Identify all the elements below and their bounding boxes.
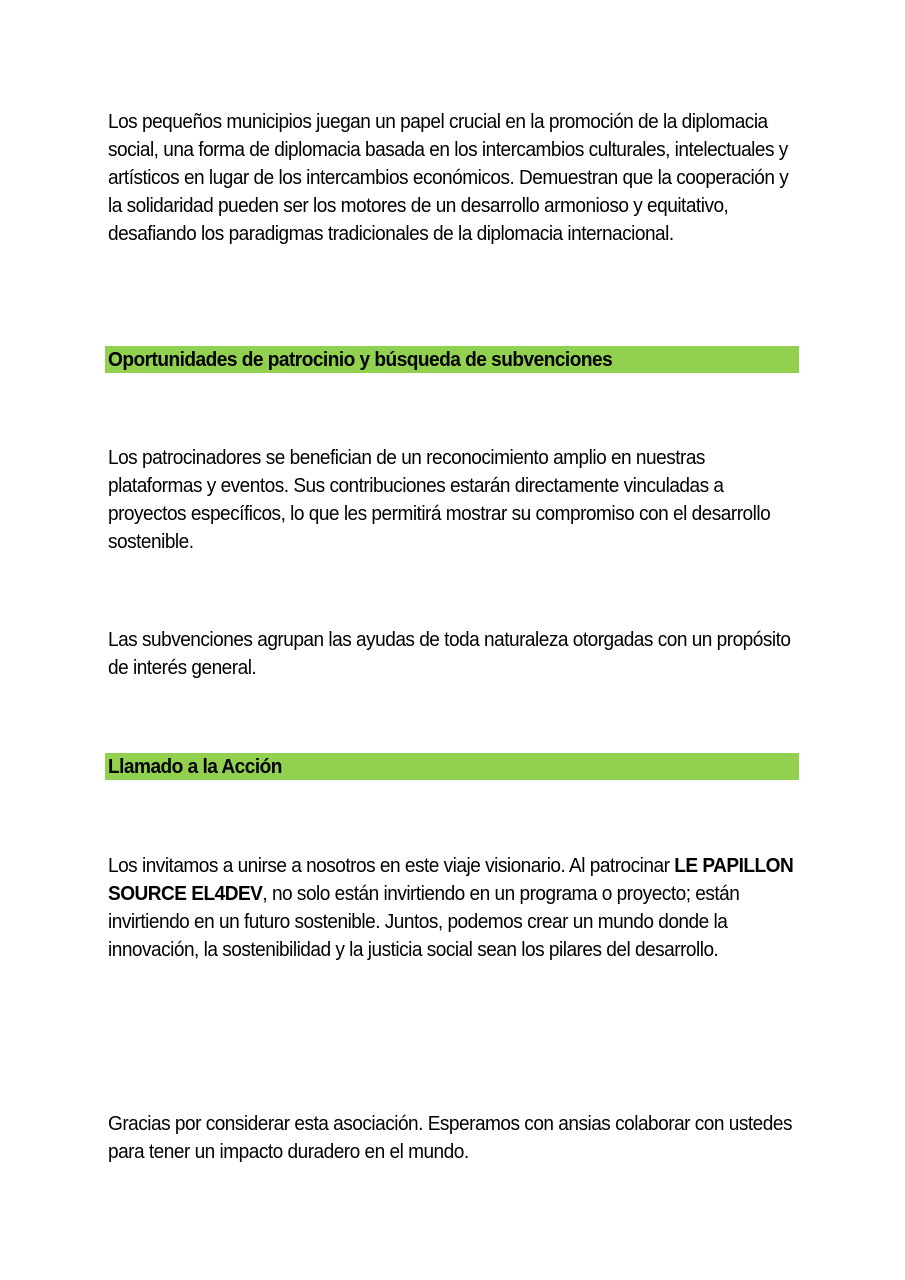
section-heading-call-to-action-text: Llamado a la Acción (108, 755, 282, 778)
grants-paragraph: Las subvenciones agrupan las ayudas de toda naturaleza otorgadas con un propósito de interés general. (108, 628, 791, 679)
intro-paragraph: Los pequeños municipios juegan un papel crucial en la promoción de la diplomacia social, una forma de diplomacia basada en los intercambios culturales, intelectuales y artísticos en lugar de los intercambios económicos. Demuestran que la cooperación y la solidaridad pueden ser los motores de un desarrollo armonioso y equitativo, desafiando los paradigmas tradicionales de la diplomacia internacional. (108, 110, 789, 245)
section-heading-sponsorship-text: Oportunidades de patrocinio y búsqueda de subvenciones (108, 348, 613, 371)
closing-paragraph: Gracias por considerar esta asociación. Esperamos con ansias colaborar con ustedes para tener un impacto duradero en el mundo. (108, 1112, 792, 1163)
organization-name: LE PAPILLON SOURCE EL4DEV (108, 854, 794, 905)
call-to-action-paragraph (108, 852, 801, 964)
cta-text-before: Los invitamos a unirse a nosotros en este viaje visionario. Al patrocinar (108, 854, 675, 877)
cta-text-after: , no solo están invirtiendo en un programa o proyecto; están invirtiendo en un futuro sostenible. Juntos, podemos crear un mundo donde la innovación, la sostenibilidad y la justicia social sean los pilares del desarrollo. (108, 882, 740, 961)
section-heading-sponsorship (105, 346, 799, 373)
section-heading-call-to-action (105, 753, 799, 780)
sponsors-paragraph: Los patrocinadores se benefician de un reconocimiento amplio en nuestras plataformas y eventos. Sus contribuciones estarán directamente vinculadas a proyectos específicos, lo que les permitirá mostrar su compromiso con el desarrollo sostenible. (108, 446, 771, 553)
